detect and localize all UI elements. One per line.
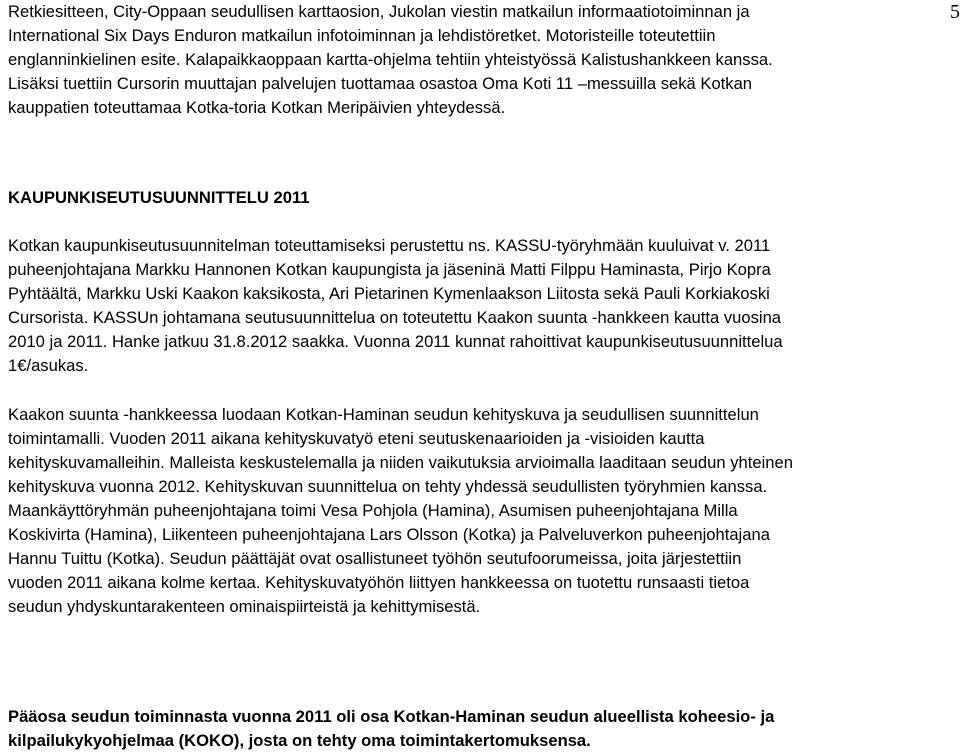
text-line: Cursorista. KASSUn johtamana seutusuunnittelua on toteutettu Kaakon suunta -hankkeen kautta vuosina bbox=[8, 308, 782, 327]
text-line: Maankäyttöryhmän puheenjohtajana toimi Vesa Pohjola (Hamina), Asumisen puheenjohtajana Milla bbox=[8, 501, 738, 520]
text-line: kauppatien toteuttamaa Kotka-toria Kotkan Meripäivien yhteydessä. bbox=[8, 98, 506, 117]
text-line: Retkiesitteen, City-Oppaan seudullisen karttaosion, Jukolan viestin matkailun informaatiotoiminnan ja bbox=[8, 2, 750, 21]
text-line: kehityskuva vuonna 2012. Kehityskuvan suunnittelua on tehty yhdessä seudullisten työryhmien kanssa. bbox=[8, 477, 768, 496]
section-paragraph-2 bbox=[8, 403, 954, 619]
closing-paragraph bbox=[8, 705, 954, 753]
text-line: vuoden 2011 aikana kolme kertaa. Kehityskuvatyöhön liittyen hankkeessa on tuotettu runsaasti tietoa bbox=[8, 573, 750, 592]
text-line: englanninkielinen esite. Kalapaikkaoppaan kartta-ohjelma tehtiin yhteistyössä Kalistushankkeen kanssa. bbox=[8, 50, 773, 69]
text-line: 1€/asukas. bbox=[8, 356, 89, 375]
text-line: Hannu Tuittu (Kotka). Seudun päättäjät ovat osallistuneet työhön seutufoorumeissa, joita järjestettiin bbox=[8, 549, 742, 568]
text-line: toimintamalli. Vuoden 2011 aikana kehityskuvatyö eteni seutuskenaarioiden ja -visioiden kautta bbox=[8, 429, 705, 448]
text-line: Koskivirta (Hamina), Liikenteen puheenjohtajana Lars Olsson (Kotka) ja Palveluverkon puheenjohtajana bbox=[8, 525, 770, 544]
intro-paragraph bbox=[8, 0, 954, 120]
text-line: 2010 ja 2011. Hanke jatkuu 31.8.2012 saakka. Vuonna 2011 kunnat rahoittivat kaupunkiseutusuunnittelua bbox=[8, 332, 783, 351]
text-line: kilpailukykyohjelmaa (KOKO), josta on tehty oma toimintakertomuksensa. bbox=[8, 731, 591, 750]
text-line: puheenjohtajana Markku Hannonen Kotkan kaupungista ja jäseninä Matti Filppu Haminasta, Pirjo Kopra bbox=[8, 260, 771, 279]
page-number: 5 bbox=[950, 1, 960, 23]
text-line: kehityskuvamalleihin. Malleista keskustelemalla ja niiden vaikutuksia arvioimalla laaditaan seudun yhteinen bbox=[8, 453, 793, 472]
text-line: Kaakon suunta -hankkeessa luodaan Kotkan-Haminan seudun kehityskuva ja seudullisen suunnittelun bbox=[8, 405, 759, 424]
text-line: Pyhtäältä, Markku Uski Kaakon kaksikosta, Ari Pietarinen Kymenlaakson Liitosta sekä Pauli Korkiakoski bbox=[8, 284, 770, 303]
text-line: Pääosa seudun toiminnasta vuonna 2011 oli osa Kotkan-Haminan seudun alueellista koheesio- ja bbox=[8, 707, 775, 726]
section-paragraph-1 bbox=[8, 234, 954, 378]
text-line: International Six Days Enduron matkailun infotoiminnan ja lehdistöretket. Motoristeille toteutettiin bbox=[8, 26, 716, 45]
text-line: seudun yhdyskuntarakenteen ominaispiirteistä ja kehittymisestä. bbox=[8, 597, 481, 616]
text-line: Kotkan kaupunkiseutusuunnitelman toteuttamiseksi perustettu ns. KASSU-työryhmään kuuluivat v. 2011 bbox=[8, 236, 771, 255]
section-heading: KAUPUNKISEUTUSUUNNITTELU 2011 bbox=[8, 188, 310, 207]
text-line: Lisäksi tuettiin Cursorin muuttajan palvelujen tuottamaa osastoa Oma Koti 11 –messuilla sekä Kotkan bbox=[8, 74, 753, 93]
